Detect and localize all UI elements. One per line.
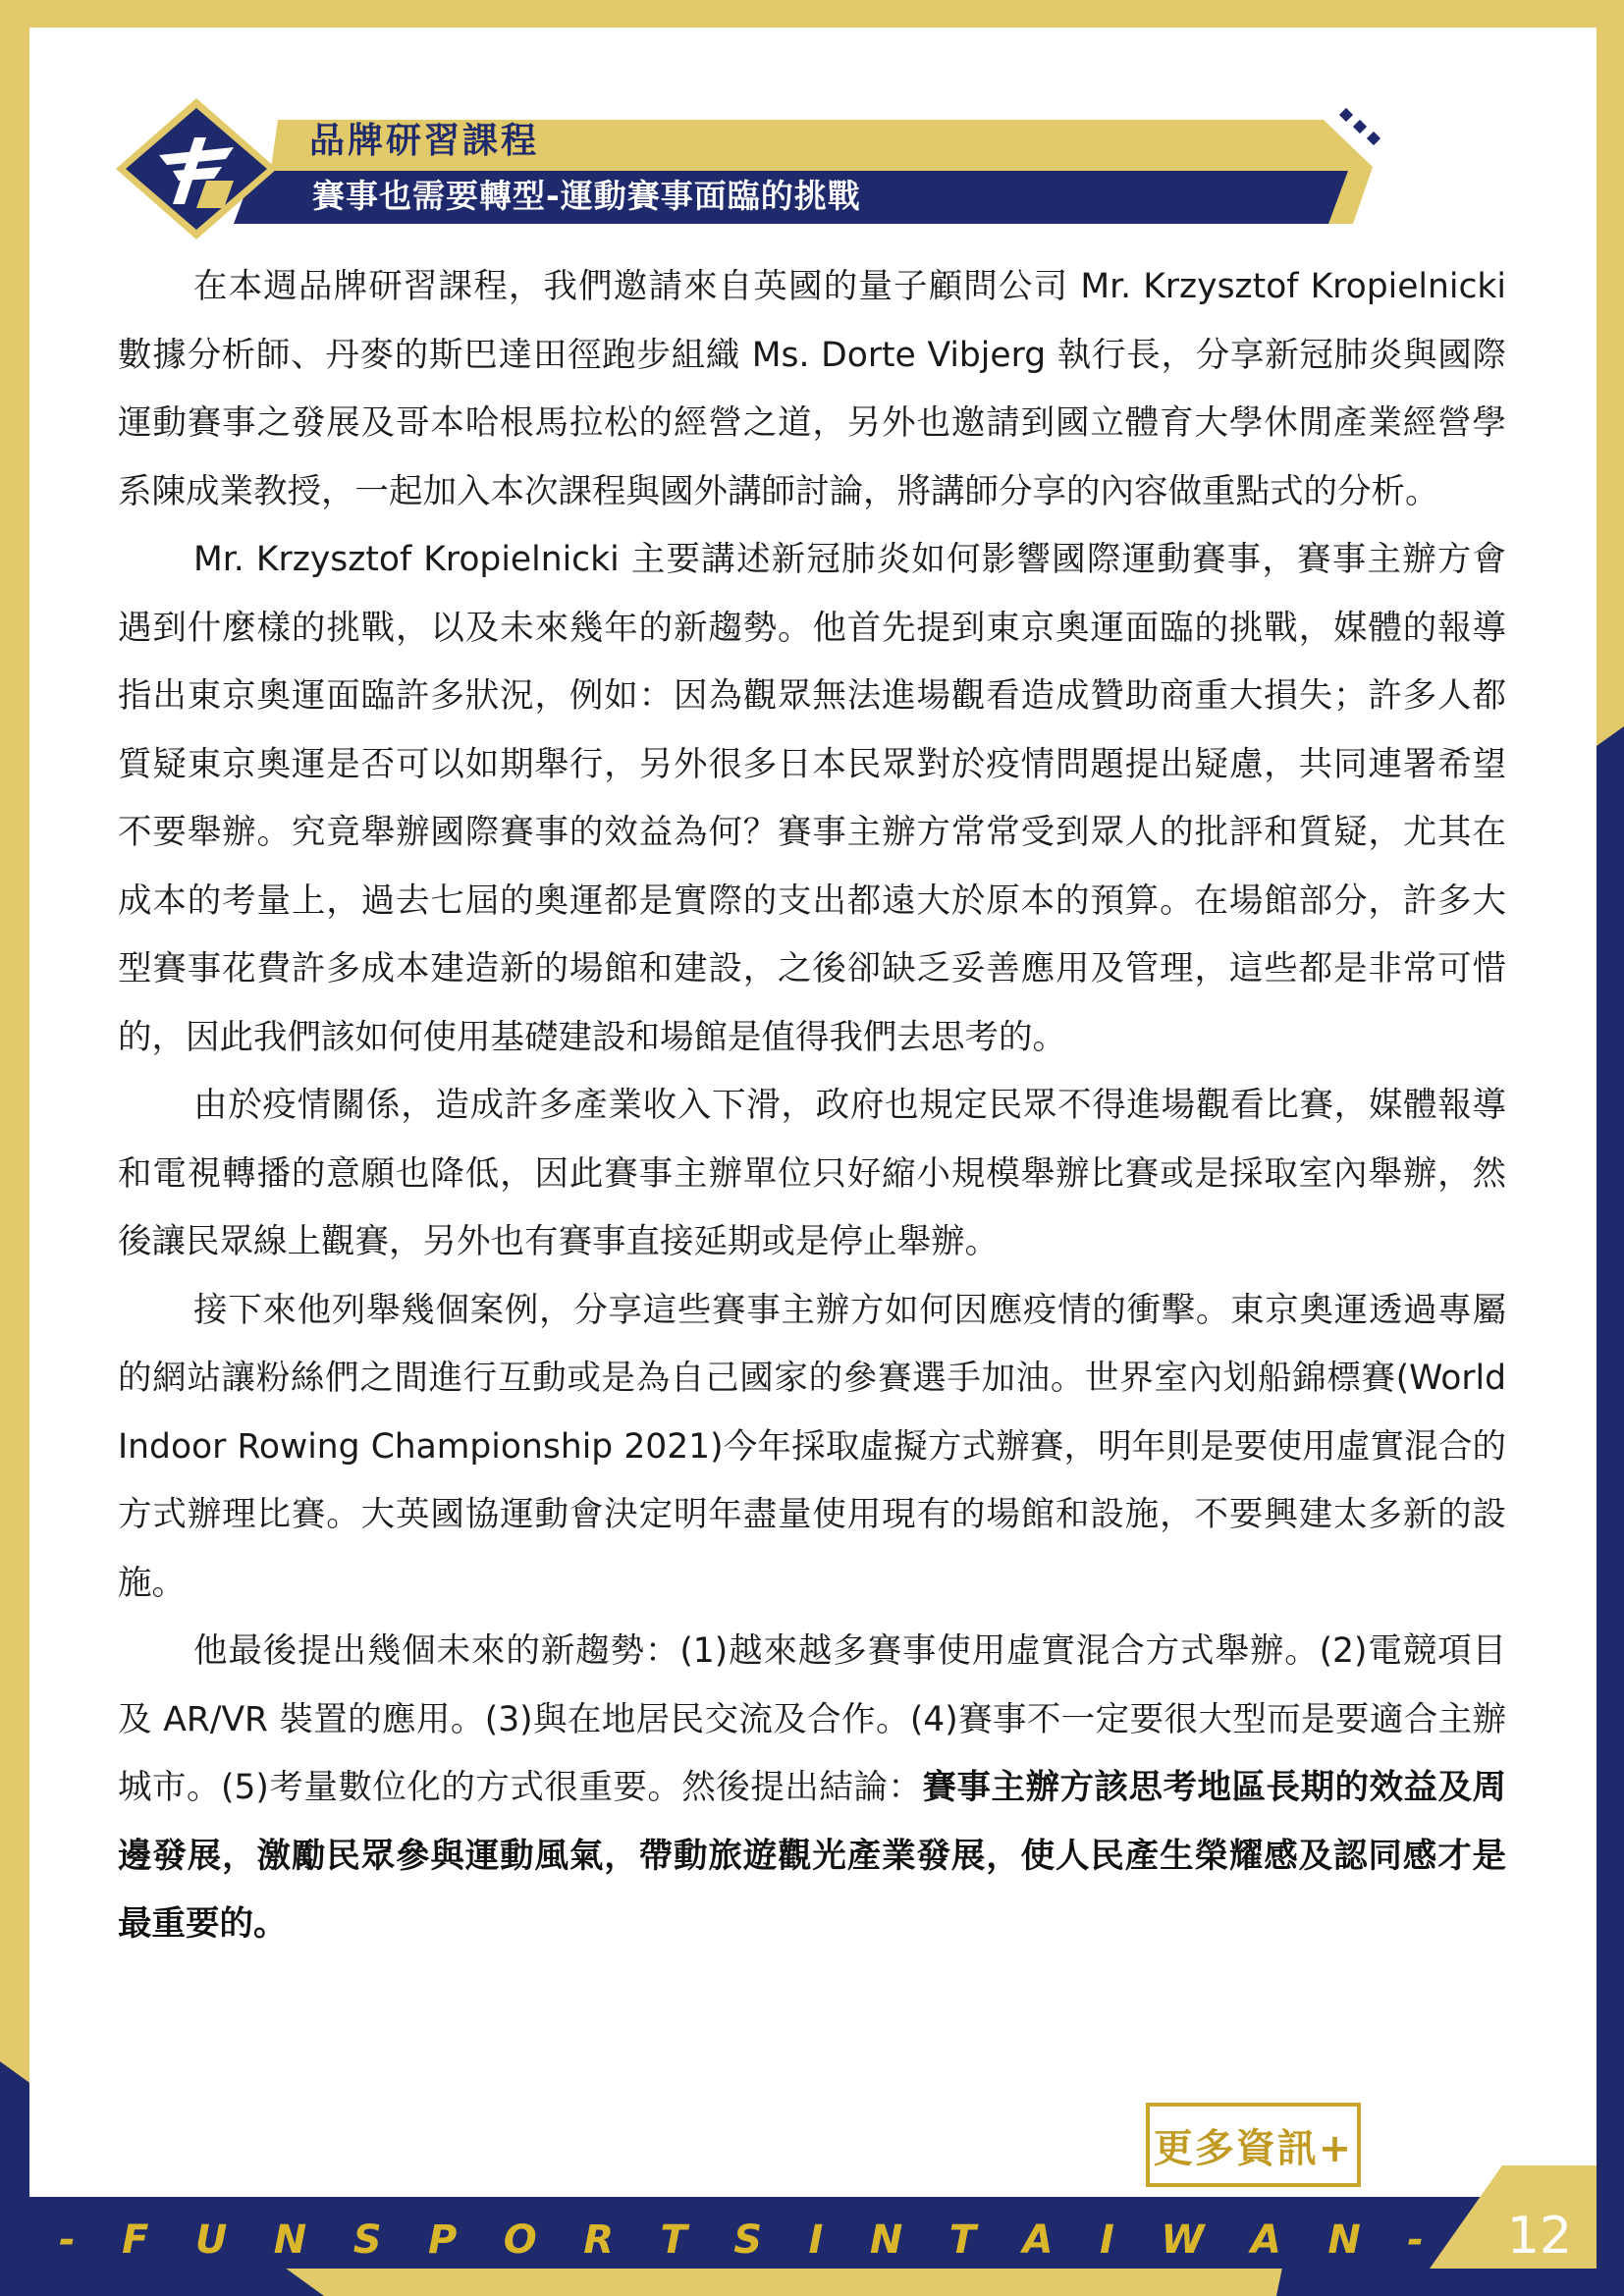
slogan-letter: A xyxy=(1250,2217,1281,2263)
article-body xyxy=(118,253,1506,1959)
slogan-letter: R xyxy=(583,2217,615,2263)
course-title: 品牌研習課程 xyxy=(309,121,540,161)
paragraph-4: 接下來他列舉幾個案例，分享這些賽事主辦方如何因應疫情的衝擊。東京奧運透過專屬的網站讓粉絲們之間進行互動或是為自己國家的參賽選手加油。世界室內划船錦標賽(World Indoor Rowing Championship 2021)今年採取虛擬方式辦賽，明年則是要使用虛實混合的方式辦理比賽。大英國協運動會決定明年盡量使用現有的場館和設施，不要興建太多新的設施。 xyxy=(118,1290,1506,1603)
slogan-letter: T xyxy=(948,2217,977,2263)
slogan-letter: - xyxy=(1407,2217,1424,2263)
conclusion-bold-text: 賽事主辦方該思考地區長期的效益及周邊發展，激勵民眾參與運動風氣，帶動旅遊觀光產業發展，使人民產生榮耀感及認同感才是最重要的。 xyxy=(118,1768,1507,1944)
slogan-letter: O xyxy=(503,2217,537,2263)
slogan-letter: S xyxy=(352,2217,382,2263)
slogan-letter: U xyxy=(194,2217,228,2263)
slogan-letter: I xyxy=(1099,2217,1114,2263)
article-subtitle: 賽事也需要轉型-運動賽事面臨的挑戰 xyxy=(312,177,861,215)
slogan-letter: P xyxy=(427,2217,458,2263)
slogan-letter: - xyxy=(59,2217,76,2263)
paragraph-1: 在本週品牌研習課程，我們邀請來自英國的量子顧問公司 Mr. Krzysztof Kropielnicki 數據分析師、丹麥的斯巴達田徑跑步組織 Ms. Dorte Vibjerg 執行長，分享新冠肺炎與國際運動賽事之發展及哥本哈根馬拉松的經營之道，另外也邀請到國立體育大學休閒產業經營學系陳成業教授，一起加入本次課程與國外講師討論，將講師分享的內容做重點式的分析。 xyxy=(118,267,1506,511)
more-info-button[interactable]: 更多資訊+ xyxy=(1146,2103,1361,2187)
paragraph-2: Mr. Krzysztof Kropielnicki 主要講述新冠肺炎如何影響國際運動賽事，賽事主辦方會遇到什麼樣的挑戰，以及未來幾年的新趨勢。他首先提到東京奧運面臨的挑戰，媒體的報導指出東京奧運面臨許多狀況，例如：因為觀眾無法進場觀看造成贊助商重大損失；許多人都質疑東京奧運是否可以如期舉行，另外很多日本民眾對於疫情問題提出疑慮，共同連署希望不要舉辦。究竟舉辦國際賽事的效益為何？賽事主辦方常常受到眾人的批評和質疑，尤其在成本的考量上，過去七屆的奧運都是實際的支出都遠大於原本的預算。在場館部分，許多大型賽事花費許多成本建造新的場館和建設，之後卻缺乏妥善應用及管理，這些都是非常可惜的，因此我們該如何使用基礎建設和場館是值得我們去思考的。 xyxy=(118,540,1506,1057)
slogan-letter: S xyxy=(733,2217,763,2263)
paragraph-3: 由於疫情關係，造成許多產業收入下滑，政府也規定民眾不得進場觀看比賽，媒體報導和電視轉播的意願也降低，因此賽事主辦單位只好縮小規模舉辦比賽或是採取室內舉辦，然後讓民眾線上觀賽，另外也有賽事直接延期或是停止舉辦。 xyxy=(118,1086,1506,1261)
slogan-letter: N xyxy=(273,2217,307,2263)
paragraph-5-text: 他最後提出幾個未來的新趨勢：(1)越來越多賽事使用虛實混合方式舉辦。(2)電競項目及 AR/VR 裝置的應用。(3)與在地居民交流及合作。(4)賽事不一定要很大型而是要適合主辦城市。(5)考量數位化的方式很重要。然後提出結論： xyxy=(118,1631,1506,1807)
slogan-letter: N xyxy=(1327,2217,1361,2263)
slogan-letter: I xyxy=(808,2217,824,2263)
footer-slogan xyxy=(59,2217,1424,2263)
slogan-letter: N xyxy=(869,2217,903,2263)
slogan-letter: A xyxy=(1022,2217,1054,2263)
slogan-letter: F xyxy=(122,2217,149,2263)
page-number: 12 xyxy=(1506,2207,1573,2266)
slogan-letter: T xyxy=(660,2217,687,2263)
slogan-letter: W xyxy=(1161,2217,1205,2263)
paragraph-5 xyxy=(118,1618,1506,1959)
header-banner xyxy=(116,98,1382,245)
